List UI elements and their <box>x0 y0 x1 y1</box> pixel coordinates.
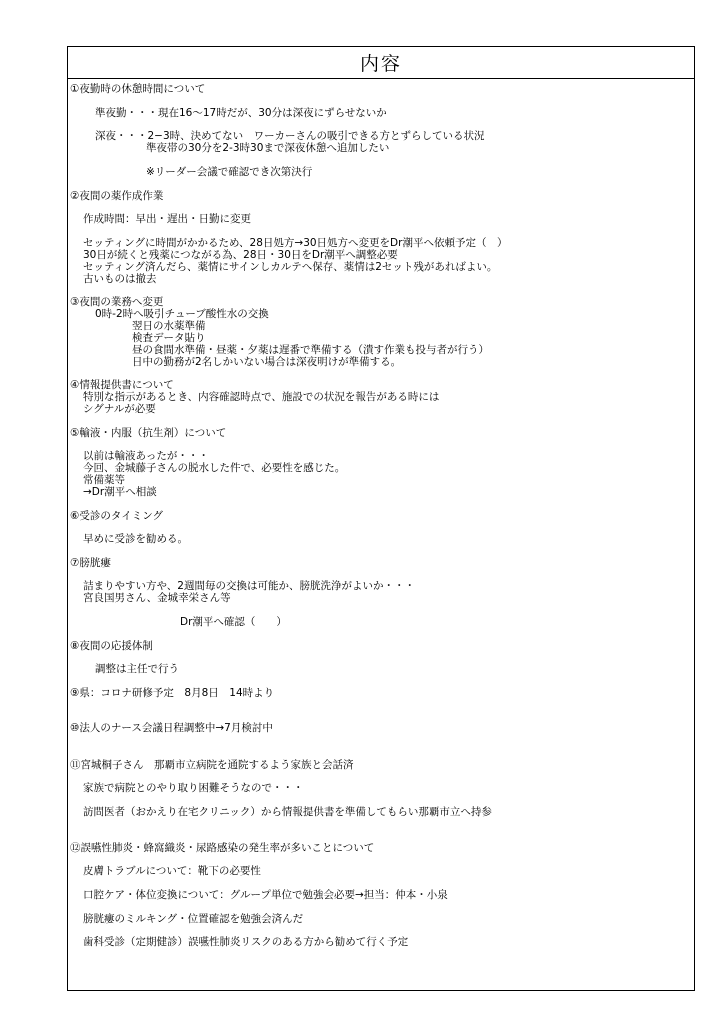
item-8-heading: ⑧夜間の応援体制 <box>70 640 153 652</box>
item-1-heading: ①夜勤時の休憩時間について <box>70 83 206 95</box>
item-2-line: 古いものは撤去 <box>83 273 157 285</box>
item-2-line: 30日が続くと残薬につながる為、28日・30日をDr潮平へ調整必要 <box>83 249 398 261</box>
item-5-line: 常備薬等 <box>83 474 125 486</box>
item-12-line: 膀胱瘻のミルキング・位置確認を勉強会済んだ <box>83 913 304 925</box>
item-7-heading: ⑦膀胱瘻 <box>70 557 111 569</box>
item-2-line: 作成時間：早出・遅出・日勤に変更 <box>83 213 251 225</box>
content-table <box>67 46 695 991</box>
item-4-line: シグナルが必要 <box>83 403 156 415</box>
item-5-line: 今回、金城藤子さんの脱水した件で、必要性を感じた。 <box>83 462 346 474</box>
item-5-line: 以前は輸液あったが・・・ <box>83 450 209 462</box>
item-3-heading: ③夜間の業務へ変更 <box>70 296 164 308</box>
item-12-line: 歯科受診（定期健診）誤嚥性肺炎リスクのある方から勧めて行く予定 <box>83 936 409 948</box>
item-3-line: 検査データ貼り <box>132 332 206 344</box>
item-5-heading: ⑤輸液・内服（抗生剤）について <box>70 427 227 439</box>
item-12-line: 皮膚トラブルについて：靴下の必要性 <box>83 865 261 877</box>
item-6-heading: ⑥受診のタイミング <box>70 510 163 522</box>
item-3-line: 翌日の水薬準備 <box>132 320 206 332</box>
item-11-heading: ⑪宮城桐子さん 那覇市立病院を通院するよう家族と会話済 <box>70 759 354 771</box>
item-8-line: 調整は主任で行う <box>95 663 179 675</box>
item-3-line: 日中の勤務が2名しかいない場合は深夜明けが準備する。 <box>132 356 402 368</box>
item-6-line: 早めに受診を勧める。 <box>83 533 188 545</box>
item-10-heading: ⑩法人のナース会議日程調整中→7月検討中 <box>70 722 273 734</box>
item-2-line: セッティングに時間がかかるため、28日処方→30日処方へ変更をDr潮平へ依頼予定（ ） <box>83 237 508 249</box>
item-12-line: 口腔ケア・体位変換について：グループ単位で勉強会必要→担当：仲本・小泉 <box>83 889 448 901</box>
table-title: 内容 <box>68 47 694 79</box>
item-4-line: 特別な指示があるとき、内容確認時点で、施設での状況を報告がある時には <box>83 391 440 403</box>
item-7-line: 詰まりやすい方や、2週間毎の交換は可能か、膀胱洗浄がよいか・・・ <box>83 580 415 592</box>
item-3-line: 昼の食間水準備・昼薬・夕薬は遅番で準備する（潰す作業も投与者が行う） <box>132 344 489 356</box>
item-1-line: ※リーダー会議で確認でき次第決行 <box>146 166 313 178</box>
item-11-line: 訪問医者（おかえり在宅クリニック）から情報提供書を準備してもらい那覇市立へ持参 <box>83 806 492 818</box>
item-7-line: 宮良国男さん、金城幸栄さん等 <box>83 592 231 604</box>
item-2-heading: ②夜間の薬作成作業 <box>70 190 164 202</box>
item-2-line: セッティング済んだら、薬情にサインしカルテへ保存、薬情は2セット残があればよい。 <box>83 261 498 273</box>
item-7-line: Dr潮平へ確認（ ） <box>180 616 287 628</box>
item-11-line: 家族で病院とのやり取り困難そうなので・・・ <box>83 782 304 794</box>
item-1-line: 深夜・・・2−3時、決めてない ワーカーさんの吸引できる方とずらしている状況 <box>95 130 485 142</box>
item-3-line: 0時-2時へ吸引チューブ酸性水の交換 <box>95 308 269 320</box>
item-5-line: →Dr潮平へ相談 <box>83 486 157 498</box>
item-4-heading: ④情報提供書について <box>70 379 174 391</box>
item-9-heading: ⑨県：コロナ研修予定 8月8日 14時より <box>70 687 275 699</box>
item-1-line: 準夜帯の30分を2-3時30まで深夜休憩へ追加したい <box>146 142 390 154</box>
item-12-heading: ⑫誤嚥性肺炎・蜂窩織炎・尿路感染の発生率が多いことについて <box>70 842 375 854</box>
item-1-line: 準夜勤・・・現在16～17時だが、30分は深夜にずらせないか <box>95 107 387 119</box>
